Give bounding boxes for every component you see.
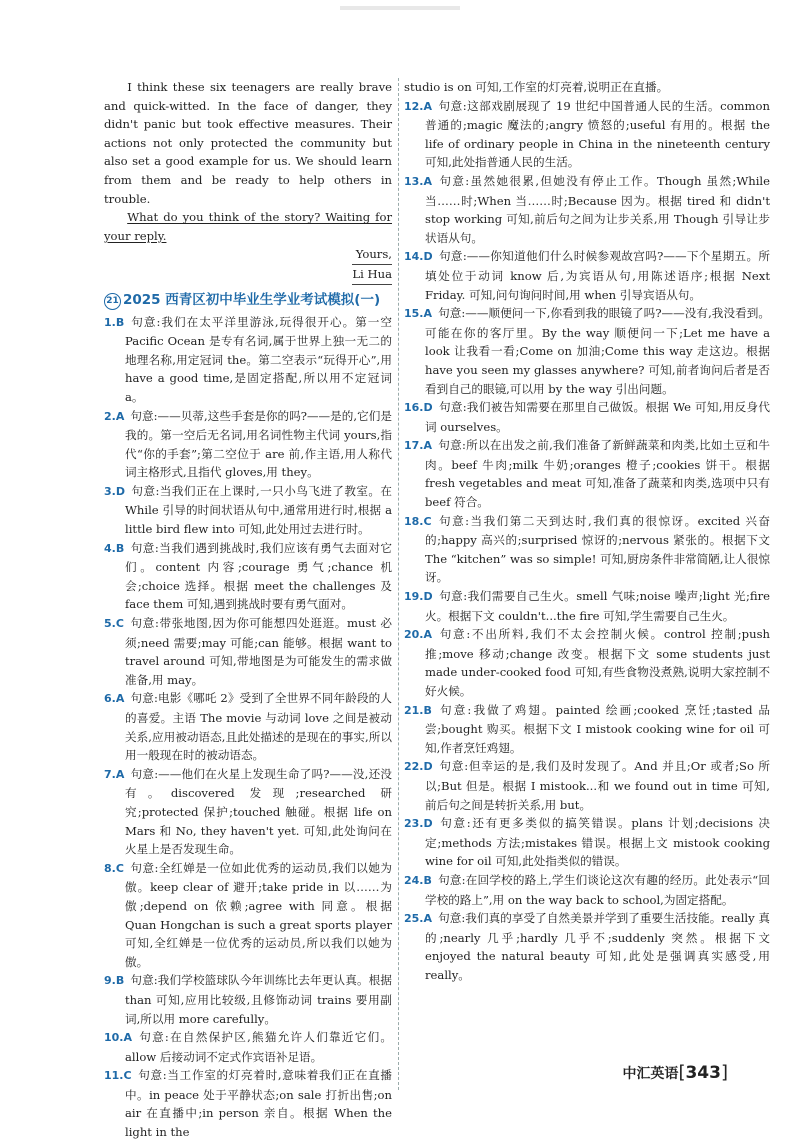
item-number: 13.: [404, 174, 424, 188]
explanation-text: 句意:——他们在火星上发现生命了吗?——没,还没有。discovered 发现;researched 研究;protected 保护;touched 触碰。根据 life on Mars 和 No, they haven't yet. 可知,此处询问在火星上是否发现生命。: [125, 766, 392, 857]
item-number: 7.: [104, 767, 116, 781]
answer-letter: B: [423, 873, 432, 887]
item-number: 22.: [404, 760, 424, 774]
item-number: 24.: [404, 873, 424, 887]
answer-item: [404, 625, 770, 700]
explanation-text: 句意:——贝蒂,这些手套是你的吗?——是的,它们是我的。第一空后无名词,用名词性物主代词 yours,指代“你的手套”;第二空位于 are 前,作主语,用人称代词主格形式,且指代 gloves,用 they。: [125, 408, 392, 480]
letter-sign-off: Yours,: [104, 245, 392, 265]
answer-item: [404, 247, 770, 304]
answer-letter: A: [115, 767, 125, 781]
left-answer-list: [104, 313, 392, 1142]
right-answer-list: [404, 97, 770, 985]
item-number: 6.: [104, 692, 116, 706]
answer-letter: D: [115, 484, 125, 498]
explanation-text: 句意:这部戏剧展现了 19 世纪中国普通人民的生活。common 普通的;magic 魔法的;angry 愤怒的;useful 有用的。根据 the life of ordinary people in China in the nineteenth century 可知,此处指普通人民的生活。: [425, 98, 770, 170]
explanation-text: 句意:在自然保护区,熊猫允许人们靠近它们。allow 后接动词不定式作宾语补足语。: [125, 1030, 392, 1064]
item-number: 9.: [104, 974, 116, 988]
right-column: [404, 78, 770, 985]
answer-letter: C: [123, 1069, 132, 1083]
answer-item: [104, 1066, 392, 1141]
answer-letter: A: [115, 692, 125, 706]
answer-item: [104, 614, 392, 689]
item-number: 2.: [104, 409, 116, 423]
item-number: 12.: [404, 99, 424, 113]
answer-letter: C: [115, 861, 124, 875]
item-number: 16.: [404, 401, 424, 415]
answer-item: [404, 398, 770, 436]
explanation-text: 句意:在回学校的路上,学生们谈论这次有趣的经历。此处表示“回学校的路上”,用 on the way back to school,为固定搭配。: [425, 872, 770, 907]
answer-letter: A: [115, 409, 125, 423]
explanation-text: 句意:我们在太平洋里游泳,玩得很开心。第一空 Pacific Ocean 是专有名词,属于世界上独一无二的地理名称,用定冠词 the。第二空表示“玩得开心”,用 have a good time,是固定搭配,所以用不定冠词 a。: [125, 314, 392, 404]
page-number: 343: [685, 1063, 721, 1083]
answer-item: [104, 1028, 392, 1066]
page-footer: [622, 1062, 728, 1083]
section-number-badge: 21: [104, 293, 121, 310]
explanation-text: 句意:当工作室的灯亮着时,意味着我们正在直播中。in peace 处于平静状态;on sale 打折出售;on air 在直播中;in person 亲自。根据 When the light in the: [125, 1068, 392, 1140]
answer-item: [104, 689, 392, 764]
letter-body: I think these six teenagers are really brave and quick-witted. In the face of danger, they didn't panic but took effective measures. Their actions not only protected the community but also set a good example for us. We should learn from them and be ready to help others in trouble.: [104, 80, 392, 206]
answer-item: [404, 871, 770, 909]
item-number: 19.: [404, 590, 424, 604]
section-title-text: 2025 西青区初中毕业生学业考试模拟(一): [123, 291, 381, 308]
explanation-text: 句意:——顺便问一下,你看到我的眼镜了吗?——没有,我没看到。可能在你的客厅里。By the way 顺便问一下;Let me have a look 让我看一看;Come on 加油;Come this way 走这边。根据 have you seen my glasses anywhere? 可知,前者询问后者是否看到自己的眼镜,可以用 by the way 引出问题。: [425, 306, 770, 396]
explanation-text: 句意:所以在出发之前,我们准备了新鲜蔬菜和肉类,比如土豆和牛肉。beef 牛肉;milk 牛奶;oranges 橙子;cookies 饼干。根据 fresh vegetables and meat 可知,准备了蔬菜和肉类,选项中只有 beef 符合。: [425, 438, 770, 510]
column-divider: [398, 78, 399, 1090]
answer-item: [404, 172, 770, 247]
answer-letter: D: [423, 590, 433, 604]
explanation-text: 句意:当我们正在上课时,一只小鸟飞进了教室。在 While 引导的时间状语从句中,通常用进行时,根据 a little bird flew into 可知,此处用过去进行时。: [125, 483, 392, 537]
explanation-text: 句意:还有更多类似的搞笑错误。plans 计划;decisions 决定;methods 方法;mistakes 错误。根据上文 mistook cooking wine for oil 可知,此处指类似的错误。: [425, 816, 770, 869]
item-number: 18.: [404, 514, 424, 528]
answer-item: [104, 859, 392, 972]
item-number: 10.: [104, 1031, 124, 1045]
explanation-text: 句意:我做了鸡翅。painted 绘画;cooked 烹饪;tasted 品尝;bought 购买。根据下文 I mistook cooking wine for oil 可知,作者烹饪鸡翅。: [425, 702, 770, 755]
explanation-text: 句意:带张地图,因为你可能想四处逛逛。must 必须;need 需要;may 可能;can 能够。根据 want to travel around 可知,带地图是为可能发生的需求做准备,用 may。: [125, 616, 392, 687]
answer-item: [404, 701, 770, 758]
item-number: 14.: [404, 250, 424, 264]
answer-letter: A: [423, 439, 433, 453]
left-column: [104, 78, 392, 1142]
book-title: 中汇英语: [622, 1066, 679, 1082]
answer-letter: A: [423, 912, 433, 926]
answer-letter: D: [423, 760, 433, 774]
answer-item: [404, 97, 770, 172]
answer-letter: A: [423, 174, 433, 188]
item-number: 21.: [404, 703, 424, 717]
letter-signer: Li Hua: [104, 265, 392, 285]
answer-letter: A: [423, 307, 433, 321]
bracket-close: ]: [720, 1062, 728, 1083]
item-number: 5.: [104, 617, 116, 631]
answer-item: [404, 757, 770, 814]
item-number: 1.: [104, 315, 116, 329]
answer-item: [104, 539, 392, 614]
section-title: [104, 291, 392, 310]
item-number: 20.: [404, 628, 424, 642]
answer-item: [104, 407, 392, 482]
explanation-text: 句意:——你知道他们什么时候参观故宫吗?——下个星期五。所填处位于动词 know 后,为宾语从句,用陈述语序;根据 Next Friday. 可知,问句询问时间,用 when 引导宾语从句。: [425, 249, 770, 302]
explanation-text: 句意:但幸运的是,我们及时发现了。And 并且;Or 或者;So 所以;But 但是。根据 I mistook...和 we found out in time 可知,前后句之间是转折关系,用 but。: [425, 759, 770, 812]
item-number: 11.: [104, 1069, 124, 1083]
item-number: 4.: [104, 541, 116, 555]
answer-letter: B: [115, 315, 125, 329]
continued-text: studio is on 可知,工作室的灯亮着,说明正在直播。: [404, 80, 669, 94]
explanation-text: 句意:我们学校篮球队今年训练比去年更认真。根据 than 可知,应用比较级,且修饰动词 trains 要用副词,所以用 more carefully。: [125, 973, 392, 1026]
explanation-text: 句意:电影《哪吒 2》受到了全世界不同年龄段的人的喜爱。主语 The movie 与动词 love 之间是被动关系,应用被动语态,且此处描述的是现在的事实,所以用一般现在时的被动语态。: [125, 691, 392, 763]
item-number: 25.: [404, 912, 424, 926]
bracket-open: [: [678, 1062, 686, 1083]
answer-letter: A: [423, 628, 433, 642]
answer-item: [404, 512, 770, 587]
item-number: 15.: [404, 307, 424, 321]
answer-letter: A: [123, 1031, 133, 1045]
letter-closing: What do you think of the story? Waiting for your reply.: [104, 210, 392, 243]
letter-excerpt: [104, 78, 392, 285]
answer-letter: C: [423, 514, 432, 528]
explanation-text: 句意:不出所料,我们不太会控制火候。control 控制;push 推;move 移动;change 改变。根据下文 some students just made under-cooked food 可知,有些食物没煮熟,说明大家控制不好火候。: [425, 627, 770, 698]
answer-item: [104, 313, 392, 407]
answer-item: [104, 971, 392, 1028]
answer-item: [404, 909, 770, 984]
answer-item: [404, 587, 770, 625]
answer-letter: B: [115, 974, 125, 988]
explanation-text: 句意:虽然她很累,但她没有停止工作。Though 虽然;While 当……时;When 当……时;Because 因为。根据 tired 和 didn't stop working 可知,前后句之间为让步关系,用 Though 引导让步状语从句。: [425, 173, 770, 245]
answer-item: [404, 814, 770, 871]
explanation-text: 句意:我们真的享受了自然美景并学到了重要生活技能。really 真的;nearly 几乎;hardly 几乎不;suddenly 突然。根据下文 enjoyed the natural beauty 可知,此处是强调真实感受,用 really。: [425, 911, 770, 982]
answer-item: [404, 436, 770, 511]
answer-letter: B: [423, 703, 432, 717]
answer-item: [404, 304, 770, 398]
answer-letter: D: [423, 401, 433, 415]
answer-letter: B: [115, 541, 125, 555]
item-number: 8.: [104, 861, 116, 875]
explanation-text: 句意:当我们遇到挑战时,我们应该有勇气去面对它们。content 内容;courage 勇气;chance 机会;choice 选择。根据 meet the challenges 及 face them 可知,遇到挑战时要有勇气面对。: [125, 540, 392, 612]
answer-letter: A: [423, 99, 433, 113]
explanation-text: 句意:我们需要自己生火。smell 气味;noise 噪声;light 光;fire 火。根据下文 couldn't...the fire 可知,学生需要自己生火。: [425, 589, 770, 623]
explanation-text: 句意:我们被告知需要在那里自己做饭。根据 We 可知,用反身代词 ourselves。: [425, 400, 770, 434]
item-number: 17.: [404, 439, 424, 453]
answer-item: [104, 765, 392, 859]
explanation-text: 句意:当我们第二天到达时,我们真的很惊讶。excited 兴奋的;happy 高兴的;surprised 惊讶的;nervous 紧张的。根据下文 The “kitchen” was so simple! 可知,厨房条件非常简陋,让人很惊讶。: [425, 513, 770, 585]
answer-letter: D: [423, 817, 433, 831]
explanation-text: 句意:全红婵是一位如此优秀的运动员,我们以她为傲。keep clear of 避开;take pride in 以……为傲;depend on 依赖;agree with 同意。根据 Quan Hongchan is such a great sports player 可知,全红婵是一位优秀的运动员,所以我们以她为傲。: [125, 860, 392, 969]
answer-letter: D: [423, 250, 433, 264]
item-number: 23.: [404, 817, 424, 831]
item-number: 3.: [104, 484, 116, 498]
scan-mark: [340, 6, 460, 10]
answer-letter: C: [115, 617, 124, 631]
answer-item: [104, 482, 392, 539]
